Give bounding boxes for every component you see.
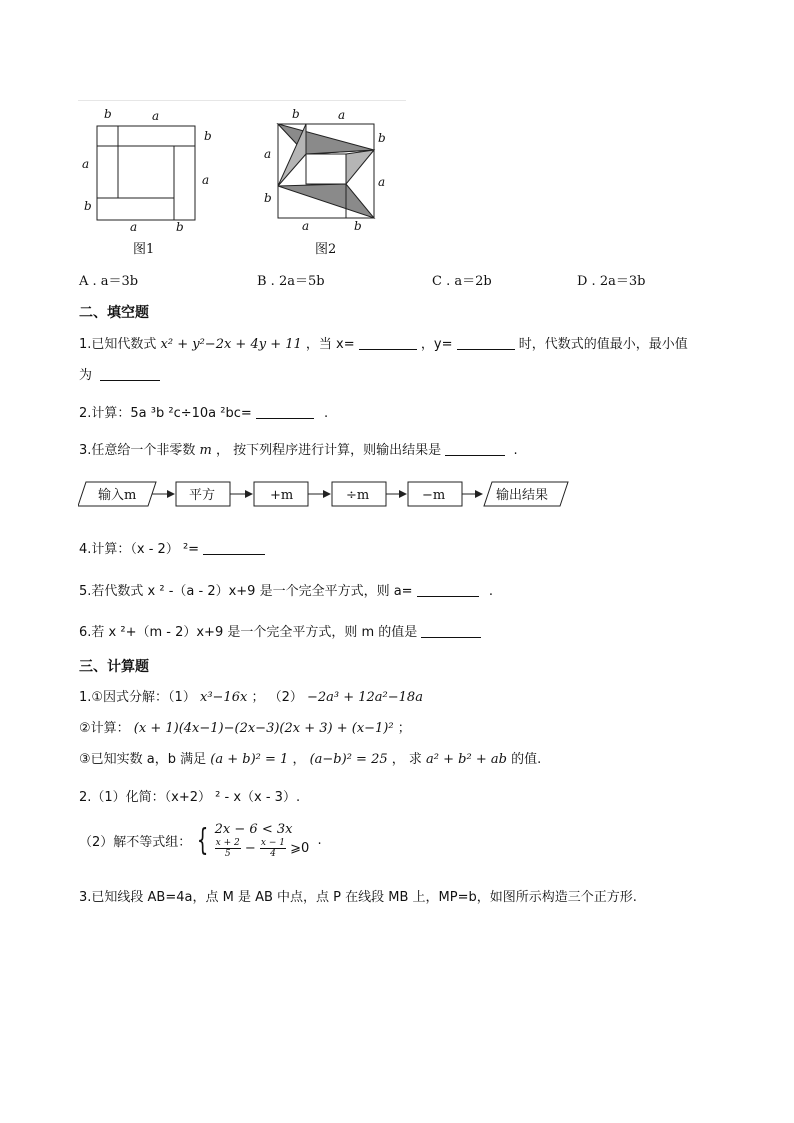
fill-q6-blank[interactable]: [421, 625, 481, 638]
geq-zero: ⩾0: [290, 841, 310, 856]
fill-q1-line2-text: 为: [79, 368, 93, 383]
flow-step-minus-m: −m: [422, 488, 446, 503]
section-3-title: 三、计算题: [79, 659, 149, 675]
calc-q1-line2-end: ；: [397, 721, 411, 736]
fill-q2-blank[interactable]: [256, 406, 314, 419]
fill-q3-prefix: 3.任意给一个非零数: [79, 443, 196, 458]
calc-q1-line3-expr2: (a−b)² = 25: [309, 752, 388, 767]
calc-q1-line2-expr: (x + 1)(4x−1)−(2x−3)(2x + 3) + (x−1)²: [133, 721, 394, 736]
fig2-bottom-a: a: [302, 219, 310, 233]
fraction-1-num: x + 2: [215, 838, 240, 848]
fill-q6-text: 6.若 x ²+（m - 2）x+9 是一个完全平方式，则 m 的值是: [79, 625, 418, 640]
fill-q1-blank-y[interactable]: [457, 337, 515, 350]
calc-q1-line2-prefix: ②计算：: [79, 721, 130, 736]
fig1-bottom-a: a: [130, 220, 138, 234]
calc-q2-line1: 2.（1）化简：（x+2） ² - x（x - 3）.: [79, 790, 301, 805]
fill-q1-expr: x² + y²−2x + 4y + 11: [160, 337, 302, 352]
calc-q2-end: .: [317, 833, 322, 848]
calc-q1-line3-mid1: ，: [292, 752, 306, 767]
fill-q4: [79, 538, 265, 557]
fig2-left-b: b: [264, 191, 272, 205]
fig1-right-a: a: [202, 173, 210, 187]
calc-q1-expr1: x³−16x: [199, 690, 248, 705]
fig2-top-a: a: [338, 108, 346, 122]
fill-q4-blank[interactable]: [203, 542, 265, 555]
fig1-left-b: b: [84, 199, 92, 213]
fill-q2-text: 2.计算：5a ³b ²c÷10a ²bc=: [79, 406, 252, 421]
fill-q3: [79, 439, 518, 458]
flow-step-output: 输出结果: [496, 488, 549, 503]
flow-step-plus-m: +m: [270, 488, 294, 503]
fill-q1-mid1: ，当 x=: [305, 337, 355, 352]
fig1-left-a: a: [82, 157, 90, 171]
calc-q1-line2: [79, 717, 411, 736]
fill-q1-blank-min[interactable]: [100, 368, 160, 381]
fraction-1: [215, 838, 241, 859]
fraction-2: [260, 838, 286, 859]
section-2-title: 二、填空题: [79, 305, 149, 321]
fill-q2-end: .: [324, 406, 329, 421]
calc-q1-line3-expr1: (a + b)² = 1: [210, 752, 289, 767]
fraction-2-num: x − 1: [260, 838, 285, 848]
fill-q5: [79, 580, 493, 599]
inequality-2: [215, 838, 310, 859]
fraction-2-den: 4: [270, 849, 276, 859]
fill-q2: [79, 402, 328, 421]
calc-q1-line1-prefix: 1.①因式分解：（1）: [79, 690, 196, 705]
flow-step-div-m: ÷m: [346, 488, 370, 503]
calc-q1-expr2: −2a³ + 12a²−18a: [306, 690, 423, 705]
option-b: B . 2a＝5b: [257, 274, 325, 289]
flow-diagram: [78, 478, 588, 510]
calc-q1-line3-mid2: ， 求: [391, 752, 422, 767]
calc-q2-line2: [79, 822, 322, 859]
fill-q5-text: 5.若代数式 x ² -（a - 2）x+9 是一个完全平方式，则 a=: [79, 584, 413, 599]
option-c: C . a＝2b: [432, 274, 492, 289]
fig1-top-b: b: [104, 107, 112, 121]
fig2-left-a: a: [264, 147, 272, 161]
fraction-1-den: 5: [224, 849, 231, 859]
fill-q1-mid2: ，y=: [420, 337, 453, 352]
option-a: A . a＝3b: [79, 274, 139, 289]
fill-q3-tail: ， 按下列程序进行计算，则输出结果是: [216, 443, 442, 458]
fill-q1-line2: [79, 364, 160, 383]
inequality-brace: {: [197, 822, 209, 858]
calc-q1-line3-expr3: a² + b² + ab: [426, 752, 507, 767]
inequality-1: 2x − 6 < 3x: [214, 822, 293, 837]
fill-q4-text: 4.计算：（x - 2） ²=: [79, 542, 200, 557]
fig1-bottom-b: b: [176, 220, 184, 234]
calc-q2-line2-prefix: （2）解不等式组：: [79, 835, 192, 850]
fig2-right-b: b: [378, 131, 386, 145]
fig1-right-b: b: [204, 129, 212, 143]
figure-1: [78, 104, 218, 236]
calc-q1-line3-prefix: ③已知实数 a，b 满足: [79, 752, 207, 767]
fill-q1: [79, 333, 688, 352]
top-rule: [78, 100, 406, 101]
fill-q5-end: .: [488, 584, 493, 599]
calc-q1-line3-end: 的值.: [511, 752, 542, 767]
flow-step-input: 输入m: [98, 488, 137, 503]
fill-q5-blank[interactable]: [417, 584, 479, 597]
fig2-right-a: a: [378, 175, 386, 189]
calc-q1-line1: [79, 686, 423, 705]
fig1-top-a: a: [152, 109, 160, 123]
fill-q3-var: m: [199, 443, 212, 458]
fill-q1-tail: 时，代数式的值最小，最小值: [518, 337, 688, 352]
figure-1-caption: 图1: [133, 242, 155, 257]
fill-q6: [79, 621, 481, 640]
fig2-top-b: b: [292, 107, 300, 121]
fill-q3-end: .: [513, 443, 518, 458]
option-d: D . 2a＝3b: [577, 274, 646, 289]
fig2-bottom-b: b: [354, 219, 362, 233]
fill-q1-blank-x[interactable]: [359, 337, 417, 350]
calc-q1-line3: [79, 748, 541, 767]
calc-q3: 3.已知线段 AB=4a，点 M 是 AB 中点，点 P 在线段 MB 上，MP=b，如图所示构造三个正方形.: [79, 890, 637, 905]
figure-2-caption: 图2: [315, 242, 337, 257]
minus-sign: −: [244, 841, 256, 856]
flow-step-square: 平方: [189, 488, 216, 503]
calc-q1-line1-mid: ； （2）: [251, 690, 303, 705]
fill-q3-blank[interactable]: [445, 443, 505, 456]
fill-q1-prefix: 1.已知代数式: [79, 337, 157, 352]
figure-2: [258, 104, 398, 236]
inequality-system: [215, 822, 310, 859]
